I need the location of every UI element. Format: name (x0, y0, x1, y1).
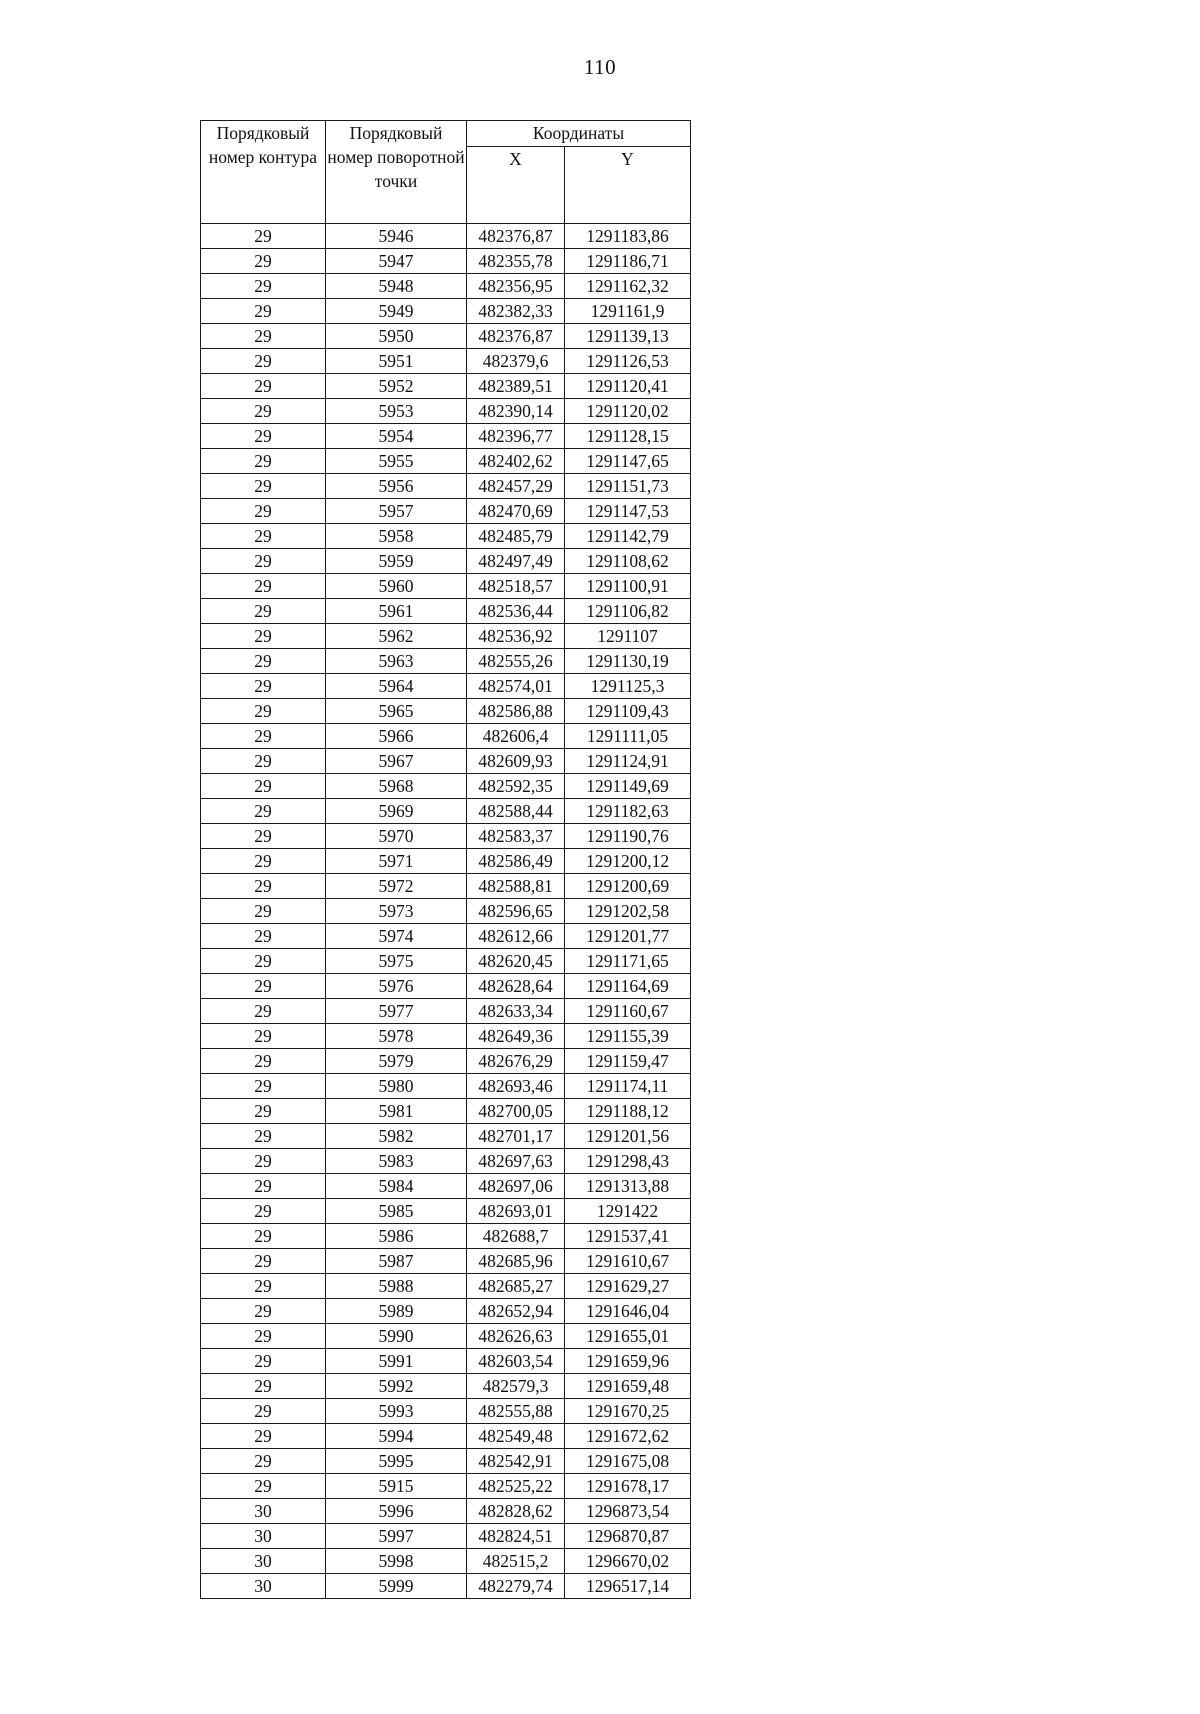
table-row (201, 799, 691, 824)
cell-y: 1291151,73 (565, 474, 691, 499)
header-x: X (467, 147, 565, 224)
cell-x: 482693,01 (467, 1199, 565, 1224)
page-number: 110 (583, 55, 617, 79)
table-row (201, 749, 691, 774)
table-row (201, 1424, 691, 1449)
cell-y: 1291422 (565, 1199, 691, 1224)
cell-point: 5965 (326, 699, 467, 724)
cell-contour: 29 (201, 474, 326, 499)
table-row (201, 1124, 691, 1149)
cell-point: 5954 (326, 424, 467, 449)
cell-y: 1291313,88 (565, 1174, 691, 1199)
cell-y: 1291107 (565, 624, 691, 649)
cell-contour: 29 (201, 574, 326, 599)
cell-point: 5949 (326, 299, 467, 324)
table-row (201, 1349, 691, 1374)
cell-x: 482515,2 (467, 1549, 565, 1574)
table-header (201, 121, 691, 224)
cell-x: 482376,87 (467, 224, 565, 249)
cell-x: 482379,6 (467, 349, 565, 374)
table-row (201, 924, 691, 949)
cell-contour: 29 (201, 274, 326, 299)
cell-x: 482555,88 (467, 1399, 565, 1424)
cell-y: 1291161,9 (565, 299, 691, 324)
cell-point: 5988 (326, 1274, 467, 1299)
table-row (201, 774, 691, 799)
table-row (201, 299, 691, 324)
cell-contour: 29 (201, 1474, 326, 1499)
cell-point: 5993 (326, 1399, 467, 1424)
cell-y: 1291659,96 (565, 1349, 691, 1374)
cell-contour: 29 (201, 324, 326, 349)
table-row (201, 674, 691, 699)
cell-y: 1291182,63 (565, 799, 691, 824)
cell-point: 5971 (326, 849, 467, 874)
table-row (201, 1249, 691, 1274)
cell-contour: 29 (201, 374, 326, 399)
cell-x: 482606,4 (467, 724, 565, 749)
cell-point: 5978 (326, 1024, 467, 1049)
table-row (201, 949, 691, 974)
cell-contour: 30 (201, 1549, 326, 1574)
cell-y: 1291672,62 (565, 1424, 691, 1449)
cell-x: 482620,45 (467, 949, 565, 974)
cell-contour: 29 (201, 499, 326, 524)
table-row (201, 274, 691, 299)
cell-y: 1291171,65 (565, 949, 691, 974)
table-row (201, 349, 691, 374)
cell-y: 1291200,12 (565, 849, 691, 874)
cell-x: 482633,34 (467, 999, 565, 1024)
cell-point: 5977 (326, 999, 467, 1024)
cell-x: 482828,62 (467, 1499, 565, 1524)
table-row (201, 599, 691, 624)
table-row (201, 1474, 691, 1499)
cell-x: 482626,63 (467, 1324, 565, 1349)
cell-point: 5984 (326, 1174, 467, 1199)
table-row (201, 899, 691, 924)
cell-point: 5992 (326, 1374, 467, 1399)
cell-contour: 29 (201, 899, 326, 924)
cell-x: 482396,77 (467, 424, 565, 449)
cell-contour: 29 (201, 449, 326, 474)
cell-contour: 29 (201, 824, 326, 849)
cell-x: 482685,96 (467, 1249, 565, 1274)
cell-contour: 29 (201, 399, 326, 424)
cell-contour: 29 (201, 674, 326, 699)
cell-y: 1291537,41 (565, 1224, 691, 1249)
cell-point: 5990 (326, 1324, 467, 1349)
cell-point: 5980 (326, 1074, 467, 1099)
cell-y: 1291188,12 (565, 1099, 691, 1124)
cell-x: 482518,57 (467, 574, 565, 599)
cell-y: 1291128,15 (565, 424, 691, 449)
cell-x: 482485,79 (467, 524, 565, 549)
cell-y: 1291120,41 (565, 374, 691, 399)
cell-contour: 29 (201, 974, 326, 999)
cell-point: 5951 (326, 349, 467, 374)
cell-x: 482536,44 (467, 599, 565, 624)
table-row (201, 1099, 691, 1124)
table-row (201, 1574, 691, 1599)
cell-x: 482389,51 (467, 374, 565, 399)
header-point-number: Порядковый номер поворотной точки (326, 121, 467, 224)
table-row (201, 374, 691, 399)
header-y: Y (565, 147, 691, 224)
cell-y: 1291100,91 (565, 574, 691, 599)
cell-y: 1291659,48 (565, 1374, 691, 1399)
header-contour-number: Порядковый номер контура (201, 121, 326, 224)
table-row (201, 1199, 691, 1224)
cell-y: 1291125,3 (565, 674, 691, 699)
cell-point: 5991 (326, 1349, 467, 1374)
table-row (201, 824, 691, 849)
table-row (201, 1374, 691, 1399)
cell-point: 5976 (326, 974, 467, 999)
cell-y: 1291201,77 (565, 924, 691, 949)
cell-contour: 29 (201, 1324, 326, 1349)
table-row (201, 649, 691, 674)
cell-y: 1291655,01 (565, 1324, 691, 1349)
cell-x: 482586,88 (467, 699, 565, 724)
table-row (201, 324, 691, 349)
cell-x: 482579,3 (467, 1374, 565, 1399)
table-row (201, 424, 691, 449)
cell-x: 482612,66 (467, 924, 565, 949)
cell-contour: 29 (201, 949, 326, 974)
table-row (201, 1449, 691, 1474)
cell-x: 482536,92 (467, 624, 565, 649)
table-row (201, 699, 691, 724)
table-row (201, 524, 691, 549)
cell-point: 5981 (326, 1099, 467, 1124)
cell-contour: 29 (201, 1049, 326, 1074)
cell-point: 5985 (326, 1199, 467, 1224)
cell-point: 5947 (326, 249, 467, 274)
cell-y: 1291111,05 (565, 724, 691, 749)
table-row (201, 999, 691, 1024)
cell-point: 5960 (326, 574, 467, 599)
cell-contour: 29 (201, 874, 326, 899)
cell-point: 5961 (326, 599, 467, 624)
cell-point: 5999 (326, 1574, 467, 1599)
table-row (201, 874, 691, 899)
cell-x: 482549,48 (467, 1424, 565, 1449)
cell-contour: 29 (201, 649, 326, 674)
cell-y: 1296517,14 (565, 1574, 691, 1599)
cell-point: 5953 (326, 399, 467, 424)
cell-x: 482402,62 (467, 449, 565, 474)
table-row (201, 574, 691, 599)
cell-y: 1296670,02 (565, 1549, 691, 1574)
cell-contour: 29 (201, 1274, 326, 1299)
cell-point: 5958 (326, 524, 467, 549)
cell-point: 5996 (326, 1499, 467, 1524)
cell-point: 5982 (326, 1124, 467, 1149)
cell-y: 1291126,53 (565, 349, 691, 374)
cell-contour: 30 (201, 1524, 326, 1549)
table-row (201, 1299, 691, 1324)
cell-contour: 29 (201, 1124, 326, 1149)
cell-contour: 29 (201, 1299, 326, 1324)
cell-y: 1291155,39 (565, 1024, 691, 1049)
cell-x: 482609,93 (467, 749, 565, 774)
cell-point: 5967 (326, 749, 467, 774)
cell-point: 5946 (326, 224, 467, 249)
cell-y: 1291190,76 (565, 824, 691, 849)
cell-y: 1291174,11 (565, 1074, 691, 1099)
cell-point: 5966 (326, 724, 467, 749)
cell-contour: 29 (201, 699, 326, 724)
cell-x: 482701,17 (467, 1124, 565, 1149)
cell-point: 5915 (326, 1474, 467, 1499)
cell-contour: 29 (201, 999, 326, 1024)
cell-y: 1291109,43 (565, 699, 691, 724)
cell-contour: 29 (201, 1149, 326, 1174)
cell-x: 482279,74 (467, 1574, 565, 1599)
table-row (201, 499, 691, 524)
cell-x: 482693,46 (467, 1074, 565, 1099)
cell-point: 5956 (326, 474, 467, 499)
cell-contour: 29 (201, 1349, 326, 1374)
cell-x: 482676,29 (467, 1049, 565, 1074)
cell-x: 482596,65 (467, 899, 565, 924)
cell-x: 482376,87 (467, 324, 565, 349)
cell-x: 482355,78 (467, 249, 565, 274)
cell-x: 482457,29 (467, 474, 565, 499)
cell-point: 5963 (326, 649, 467, 674)
cell-y: 1291675,08 (565, 1449, 691, 1474)
cell-point: 5975 (326, 949, 467, 974)
cell-x: 482697,63 (467, 1149, 565, 1174)
table-row (201, 549, 691, 574)
cell-point: 5998 (326, 1549, 467, 1574)
table-row (201, 1024, 691, 1049)
cell-y: 1291106,82 (565, 599, 691, 624)
cell-contour: 29 (201, 624, 326, 649)
cell-point: 5968 (326, 774, 467, 799)
cell-contour: 29 (201, 1249, 326, 1274)
cell-y: 1291670,25 (565, 1399, 691, 1424)
cell-x: 482583,37 (467, 824, 565, 849)
cell-y: 1291160,67 (565, 999, 691, 1024)
cell-point: 5972 (326, 874, 467, 899)
cell-contour: 29 (201, 224, 326, 249)
cell-contour: 29 (201, 1424, 326, 1449)
cell-point: 5950 (326, 324, 467, 349)
table-row (201, 224, 691, 249)
cell-x: 482497,49 (467, 549, 565, 574)
table-row (201, 1399, 691, 1424)
cell-x: 482603,54 (467, 1349, 565, 1374)
table-body (201, 224, 691, 1599)
cell-point: 5983 (326, 1149, 467, 1174)
cell-y: 1296873,54 (565, 1499, 691, 1524)
cell-point: 5955 (326, 449, 467, 474)
cell-y: 1291162,32 (565, 274, 691, 299)
cell-contour: 29 (201, 299, 326, 324)
cell-point: 5989 (326, 1299, 467, 1324)
cell-contour: 29 (201, 1199, 326, 1224)
cell-x: 482685,27 (467, 1274, 565, 1299)
cell-y: 1291201,56 (565, 1124, 691, 1149)
cell-x: 482382,33 (467, 299, 565, 324)
cell-x: 482697,06 (467, 1174, 565, 1199)
cell-x: 482542,91 (467, 1449, 565, 1474)
cell-contour: 29 (201, 1374, 326, 1399)
table-row (201, 1049, 691, 1074)
cell-point: 5974 (326, 924, 467, 949)
cell-x: 482588,44 (467, 799, 565, 824)
cell-y: 1291130,19 (565, 649, 691, 674)
table-row (201, 474, 691, 499)
table-row (201, 1549, 691, 1574)
cell-contour: 29 (201, 599, 326, 624)
cell-x: 482574,01 (467, 674, 565, 699)
cell-contour: 29 (201, 1224, 326, 1249)
cell-point: 5952 (326, 374, 467, 399)
cell-point: 5995 (326, 1449, 467, 1474)
coordinates-table (200, 120, 691, 1599)
table-row (201, 449, 691, 474)
table-row (201, 399, 691, 424)
cell-contour: 29 (201, 1074, 326, 1099)
cell-y: 1291139,13 (565, 324, 691, 349)
table-row (201, 849, 691, 874)
cell-point: 5948 (326, 274, 467, 299)
cell-x: 482824,51 (467, 1524, 565, 1549)
table-row (201, 1149, 691, 1174)
table-row (201, 974, 691, 999)
cell-point: 5973 (326, 899, 467, 924)
cell-x: 482525,22 (467, 1474, 565, 1499)
cell-y: 1291124,91 (565, 749, 691, 774)
cell-contour: 29 (201, 724, 326, 749)
cell-y: 1291646,04 (565, 1299, 691, 1324)
cell-point: 5959 (326, 549, 467, 574)
cell-y: 1291183,86 (565, 224, 691, 249)
table-row (201, 1324, 691, 1349)
cell-y: 1291149,69 (565, 774, 691, 799)
cell-y: 1291142,79 (565, 524, 691, 549)
cell-contour: 29 (201, 924, 326, 949)
cell-point: 5997 (326, 1524, 467, 1549)
cell-point: 5987 (326, 1249, 467, 1274)
cell-y: 1291610,67 (565, 1249, 691, 1274)
cell-y: 1291108,62 (565, 549, 691, 574)
cell-y: 1291678,17 (565, 1474, 691, 1499)
cell-contour: 29 (201, 749, 326, 774)
cell-contour: 29 (201, 1449, 326, 1474)
table-row (201, 1499, 691, 1524)
table-row (201, 249, 691, 274)
cell-point: 5962 (326, 624, 467, 649)
cell-point: 5964 (326, 674, 467, 699)
cell-contour: 29 (201, 774, 326, 799)
cell-point: 5957 (326, 499, 467, 524)
cell-contour: 29 (201, 799, 326, 824)
cell-x: 482586,49 (467, 849, 565, 874)
cell-y: 1291298,43 (565, 1149, 691, 1174)
cell-x: 482649,36 (467, 1024, 565, 1049)
cell-contour: 29 (201, 424, 326, 449)
cell-x: 482555,26 (467, 649, 565, 674)
cell-x: 482592,35 (467, 774, 565, 799)
cell-x: 482700,05 (467, 1099, 565, 1124)
header-coordinates: Координаты (467, 121, 691, 147)
cell-x: 482652,94 (467, 1299, 565, 1324)
cell-point: 5979 (326, 1049, 467, 1074)
cell-contour: 29 (201, 549, 326, 574)
table-row (201, 1074, 691, 1099)
cell-contour: 29 (201, 1174, 326, 1199)
cell-contour: 29 (201, 1399, 326, 1424)
cell-x: 482356,95 (467, 274, 565, 299)
cell-y: 1291159,47 (565, 1049, 691, 1074)
cell-point: 5970 (326, 824, 467, 849)
cell-y: 1291164,69 (565, 974, 691, 999)
cell-x: 482588,81 (467, 874, 565, 899)
table-row (201, 724, 691, 749)
cell-point: 5969 (326, 799, 467, 824)
cell-contour: 29 (201, 1099, 326, 1124)
cell-contour: 30 (201, 1499, 326, 1524)
cell-contour: 30 (201, 1574, 326, 1599)
cell-y: 1291147,65 (565, 449, 691, 474)
cell-y: 1291147,53 (565, 499, 691, 524)
cell-y: 1291629,27 (565, 1274, 691, 1299)
table-row (201, 1524, 691, 1549)
cell-y: 1291202,58 (565, 899, 691, 924)
cell-contour: 29 (201, 249, 326, 274)
cell-y: 1291186,71 (565, 249, 691, 274)
table-row (201, 624, 691, 649)
table-row (201, 1224, 691, 1249)
table-row (201, 1274, 691, 1299)
cell-contour: 29 (201, 524, 326, 549)
cell-point: 5986 (326, 1224, 467, 1249)
cell-contour: 29 (201, 349, 326, 374)
table-row (201, 1174, 691, 1199)
cell-x: 482470,69 (467, 499, 565, 524)
cell-contour: 29 (201, 1024, 326, 1049)
cell-y: 1296870,87 (565, 1524, 691, 1549)
cell-y: 1291200,69 (565, 874, 691, 899)
cell-x: 482688,7 (467, 1224, 565, 1249)
cell-x: 482628,64 (467, 974, 565, 999)
cell-y: 1291120,02 (565, 399, 691, 424)
cell-x: 482390,14 (467, 399, 565, 424)
cell-contour: 29 (201, 849, 326, 874)
cell-point: 5994 (326, 1424, 467, 1449)
